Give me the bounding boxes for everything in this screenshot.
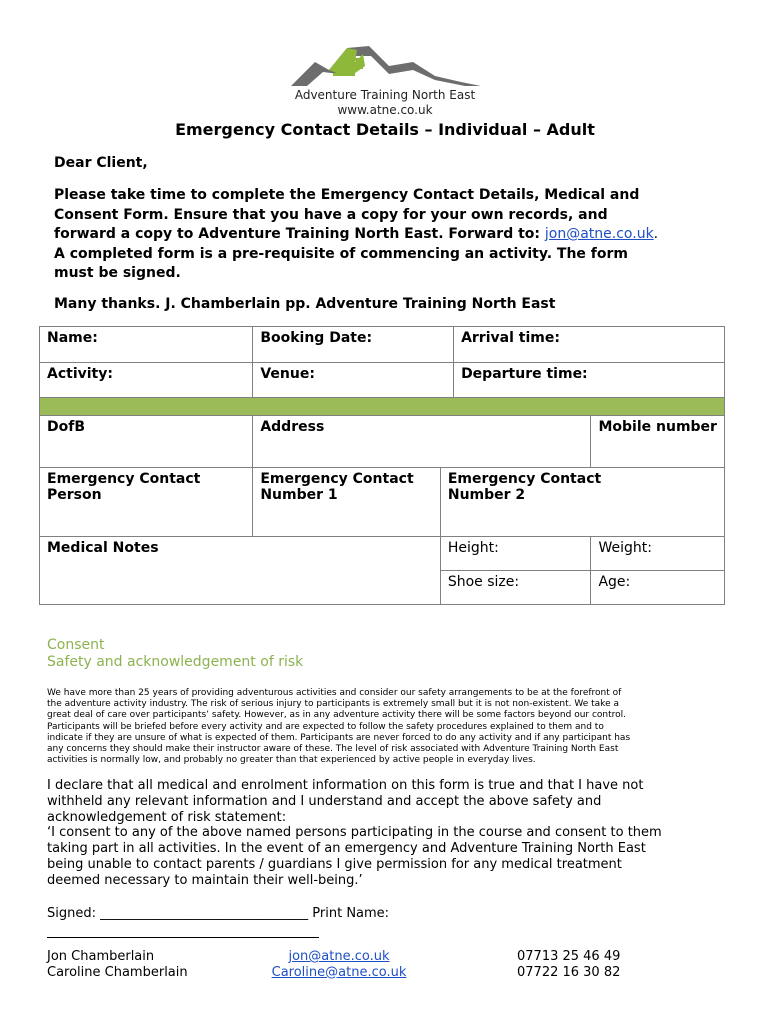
- website: www.atne.co.uk: [337, 103, 433, 117]
- risk-line: great deal of care over participants’ safety. However, as in any adventure activity there will be some factors beyond our control.: [47, 710, 627, 721]
- risk-line: activities is normally low, and probably no greater than that experienced by active people in everyday lives.: [47, 755, 536, 766]
- arrival-time-field[interactable]: Arrival time:: [454, 327, 725, 363]
- address-field[interactable]: Address: [253, 416, 591, 468]
- intro-line: must be signed.: [54, 265, 181, 281]
- mobile-number-field[interactable]: Mobile number: [591, 416, 725, 468]
- risk-line: indicate if they are unsure of what is expected of them. Participants are never forced to do any activity and if any participant has: [47, 732, 631, 743]
- contact-email-link[interactable]: Caroline@atne.co.uk: [271, 964, 407, 980]
- contact-name: Caroline Chamberlain: [47, 964, 188, 980]
- org-name: Adventure Training North East: [294, 88, 476, 102]
- declaration-line: withheld any relevant information and I understand and accept the above safety and: [47, 793, 602, 809]
- field-label: Emergency Contact: [260, 471, 414, 487]
- page-title: Emergency Contact Details – Individual – Adult: [175, 120, 595, 139]
- field-label: Number 2: [447, 487, 526, 503]
- medical-notes-field[interactable]: Medical Notes: [40, 537, 441, 605]
- mountain-logo-icon: [285, 40, 485, 90]
- risk-line: We have more than 25 years of providing adventurous activities and consider our safety arrangements to be at the forefront of: [47, 688, 622, 698]
- declaration-line: acknowledgement of risk statement:: [47, 809, 287, 825]
- declaration: [47, 778, 737, 889]
- risk-line: Participants will be briefed before every activity and are expected to follow the safety procedures explained to them and to: [47, 721, 604, 732]
- emergency-contact-number-1-field[interactable]: [253, 468, 441, 537]
- contact-name: Jon Chamberlain: [47, 949, 155, 964]
- shoe-size-field[interactable]: Shoe size:: [440, 571, 591, 605]
- print-name-label: Print Name:: [312, 906, 390, 921]
- contact-emails: [265, 949, 413, 980]
- contact-phone: 07713 25 46 49: [517, 949, 621, 964]
- emergency-contact-number-2-field[interactable]: [440, 468, 724, 537]
- venue-field[interactable]: Venue:: [253, 363, 454, 398]
- departure-time-field[interactable]: Departure time:: [454, 363, 725, 398]
- section-divider-band: [40, 398, 725, 416]
- consent-heading: Consent: [47, 637, 105, 653]
- consent-heading-block: [47, 637, 303, 671]
- contact-phones: [517, 949, 620, 980]
- declaration-line: taking part in all activities. In the event of an emergency and Adventure Training North East: [47, 841, 646, 857]
- intro-paragraph: [54, 186, 724, 284]
- intro-line: Consent Form. Ensure that you have a copy for your own records, and: [54, 206, 608, 223]
- greeting: Dear Client,: [54, 155, 148, 171]
- divider-rule: [47, 937, 319, 938]
- thanks-line: Many thanks. J. Chamberlain pp. Adventure Training North East: [54, 296, 556, 312]
- emergency-contact-person-field[interactable]: [40, 468, 253, 537]
- field-label: Emergency Contact: [47, 471, 201, 487]
- contact-email-link[interactable]: jon@atne.co.uk: [288, 949, 390, 964]
- intro-line: A completed form is a pre-requisite of commencing an activity. The form: [54, 245, 628, 262]
- height-field[interactable]: Height:: [440, 537, 591, 571]
- field-label: Number 1: [260, 487, 338, 503]
- risk-line: the adventure activity industry. The risk of serious injury to participants is extremely small but it is not non-existent. We take a: [47, 699, 619, 710]
- activity-field[interactable]: Activity:: [40, 363, 253, 398]
- signature-row: [47, 906, 389, 921]
- email-link[interactable]: jon@atne.co.uk: [544, 226, 654, 242]
- dob-field[interactable]: DofB: [40, 416, 253, 468]
- age-field[interactable]: Age:: [591, 571, 725, 605]
- contact-form-table: [39, 326, 725, 605]
- declaration-line: being unable to contact parents / guardians I give permission for any medical treatment: [47, 856, 622, 872]
- contact-phone: 07722 16 30 82: [517, 964, 621, 980]
- signature-line[interactable]: ________________________________: [100, 906, 309, 921]
- company-logo: [285, 40, 485, 118]
- declaration-line: deemed necessary to maintain their well-being.’: [47, 872, 363, 888]
- intro-line-text: forward a copy to Adventure Training North East. Forward to:: [54, 226, 541, 242]
- booking-date-field[interactable]: Booking Date:: [253, 327, 454, 363]
- weight-field[interactable]: Weight:: [591, 537, 725, 571]
- intro-suffix: .: [653, 226, 659, 242]
- intro-line: Please take time to complete the Emergency Contact Details, Medical and: [54, 187, 640, 203]
- consent-subheading: Safety and acknowledgement of risk: [47, 654, 304, 670]
- name-field[interactable]: Name:: [40, 327, 253, 363]
- intro-line: [54, 225, 724, 245]
- field-label: Emergency Contact: [447, 471, 602, 487]
- risk-line: any concerns they should make their instructor aware of these. The level of risk associated with Adventure Training North East: [47, 744, 619, 755]
- declaration-line: I declare that all medical and enrolment information on this form is true and that I have not: [47, 778, 644, 793]
- field-label: Person: [47, 487, 102, 503]
- contact-names: [47, 949, 188, 980]
- signed-label: Signed:: [47, 906, 96, 921]
- risk-statement: [47, 688, 727, 766]
- declaration-line: ‘I consent to any of the above named persons participating in the course and consent to them: [47, 825, 662, 841]
